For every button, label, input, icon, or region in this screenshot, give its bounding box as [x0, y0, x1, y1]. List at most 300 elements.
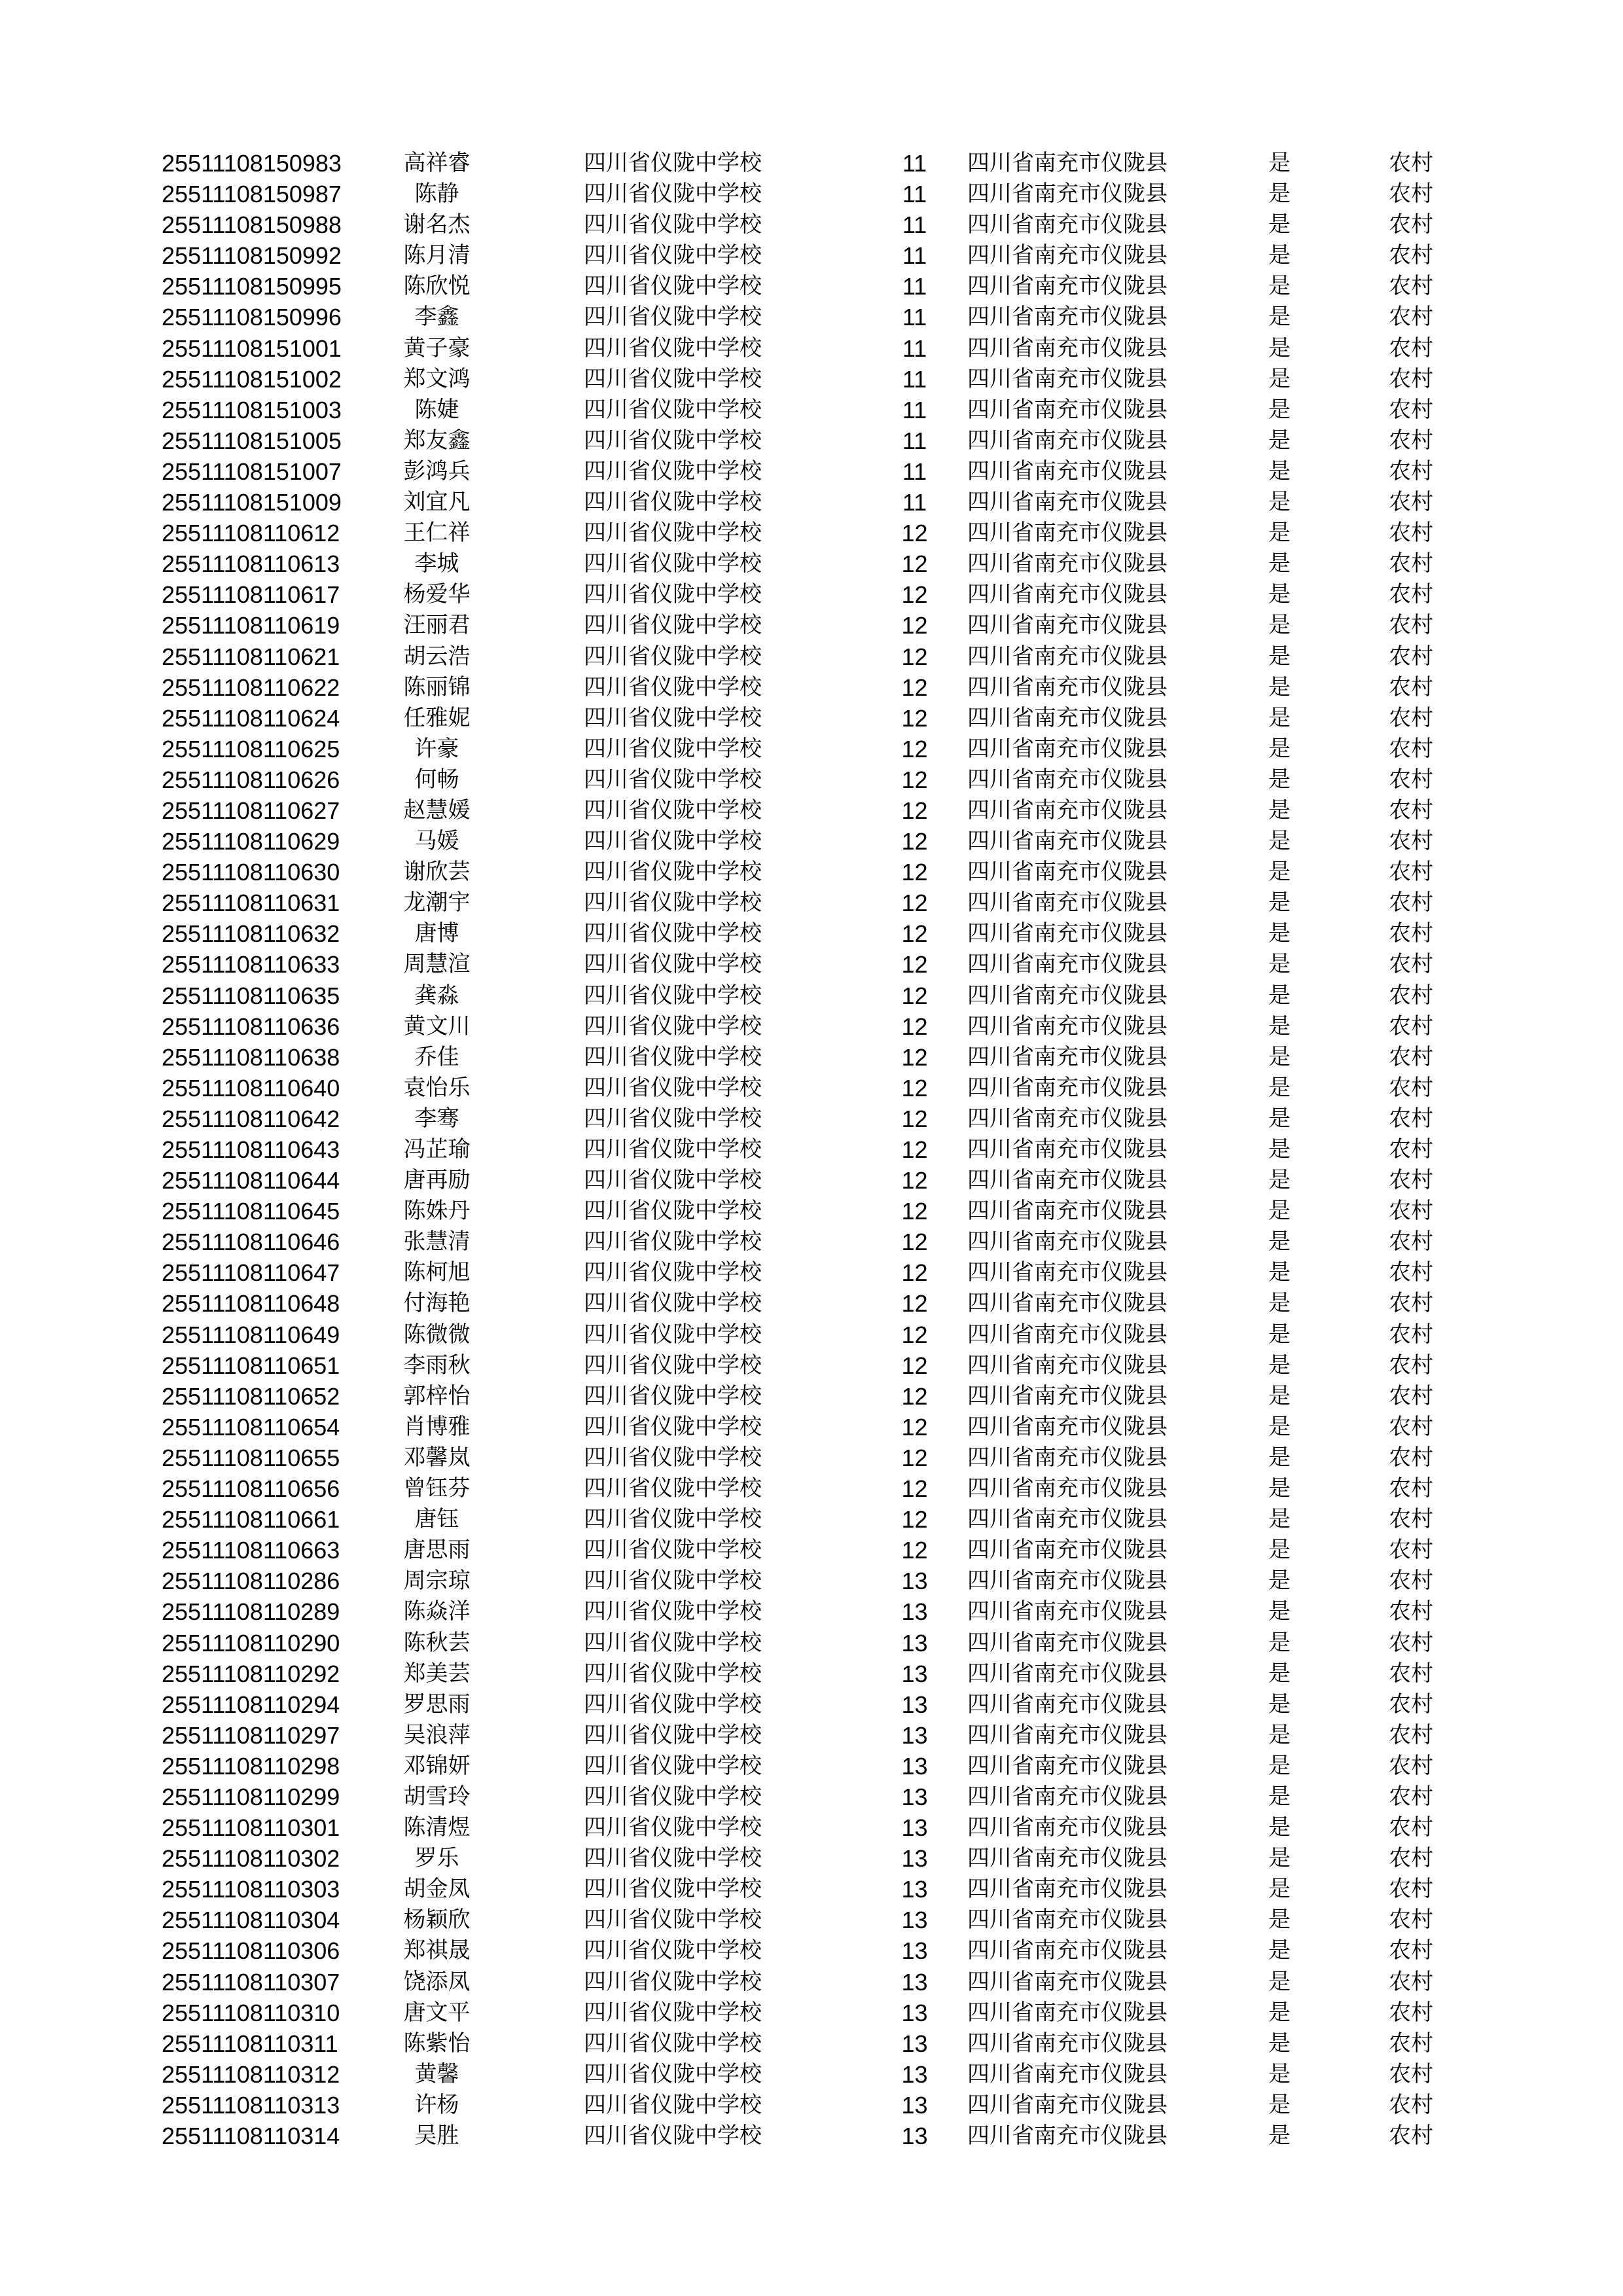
- table-row: [0, 1659, 1623, 1689]
- area-type-cell: 农村: [1389, 982, 1433, 1009]
- area-type-cell: 农村: [1389, 581, 1433, 608]
- region-cell: 四川省南充市仪陇县: [967, 1752, 1168, 1779]
- school-cell: 四川省仪陇中学校: [584, 1660, 762, 1687]
- region-cell: 四川省南充市仪陇县: [967, 797, 1168, 823]
- table-row: [0, 148, 1623, 179]
- student-id-cell: 25511108150988: [162, 211, 342, 239]
- student-id-cell: 25511108110294: [162, 1691, 340, 1718]
- school-cell: 四川省仪陇中学校: [584, 1382, 762, 1409]
- student-name-cell: 彭鸿兵: [403, 457, 471, 484]
- school-cell: 四川省仪陇中学校: [584, 1074, 762, 1101]
- school-cell: 四川省仪陇中学校: [584, 1907, 762, 1933]
- student-name-cell: 周宗琼: [403, 1568, 471, 1594]
- flag-cell: 是: [1268, 1937, 1291, 1964]
- table-row: [0, 1935, 1623, 1966]
- flag-cell: 是: [1268, 1691, 1291, 1717]
- flag-cell: 是: [1268, 334, 1291, 361]
- table-row: [0, 548, 1623, 579]
- class-number-cell: 13: [901, 1907, 928, 1934]
- student-id-cell: 25511108150983: [162, 150, 342, 177]
- class-number-cell: 13: [901, 2123, 928, 2149]
- region-cell: 四川省南充市仪陇县: [967, 1290, 1168, 1317]
- class-number-cell: 13: [901, 1999, 928, 2026]
- table-row: [0, 2121, 1623, 2151]
- table-row: [0, 456, 1623, 487]
- school-cell: 四川省仪陇中学校: [584, 581, 762, 608]
- school-cell: 四川省仪陇中学校: [584, 1814, 762, 1841]
- area-type-cell: 农村: [1389, 211, 1433, 238]
- student-id-cell: 25511108110299: [162, 1783, 340, 1810]
- flag-cell: 是: [1268, 1537, 1291, 1564]
- flag-cell: 是: [1268, 859, 1291, 886]
- table-row: [0, 1874, 1623, 1905]
- class-number-cell: 13: [901, 2030, 928, 2057]
- area-type-cell: 农村: [1389, 797, 1433, 823]
- table-row: [0, 1011, 1623, 1042]
- student-name-cell: 龙潮宇: [403, 889, 471, 916]
- student-name-cell: 马媛: [414, 828, 459, 855]
- class-number-cell: 12: [901, 1259, 928, 1287]
- student-id-cell: 25511108110617: [162, 581, 340, 609]
- student-id-cell: 25511108110290: [162, 1629, 340, 1657]
- school-cell: 四川省仪陇中学校: [584, 2030, 762, 2056]
- student-name-cell: 袁怡乐: [403, 1074, 471, 1101]
- area-type-cell: 农村: [1389, 735, 1433, 762]
- region-cell: 四川省南充市仪陇县: [967, 1568, 1168, 1594]
- student-name-cell: 郑美芸: [403, 1660, 471, 1687]
- region-cell: 四川省南充市仪陇县: [967, 1660, 1168, 1687]
- class-number-cell: 12: [901, 1229, 928, 1256]
- student-id-cell: 25511108110633: [162, 951, 340, 978]
- class-number-cell: 12: [901, 550, 928, 578]
- region-cell: 四川省南充市仪陇县: [967, 581, 1168, 608]
- flag-cell: 是: [1268, 1598, 1291, 1625]
- flag-cell: 是: [1268, 520, 1291, 547]
- region-cell: 四川省南充市仪陇县: [967, 489, 1168, 516]
- area-type-cell: 农村: [1389, 242, 1433, 269]
- class-number-cell: 13: [901, 1876, 928, 1903]
- area-type-cell: 农村: [1389, 612, 1433, 639]
- student-name-cell: 高祥睿: [403, 150, 471, 176]
- table-row: [0, 1751, 1623, 1782]
- table-row: [0, 1443, 1623, 1473]
- school-cell: 四川省仪陇中学校: [584, 1783, 762, 1810]
- table-row: [0, 1381, 1623, 1412]
- region-cell: 四川省南充市仪陇县: [967, 365, 1168, 392]
- student-name-cell: 邓锦妍: [403, 1752, 471, 1779]
- school-cell: 四川省仪陇中学校: [584, 797, 762, 823]
- region-cell: 四川省南充市仪陇县: [967, 704, 1168, 731]
- student-name-cell: 郭梓怡: [403, 1382, 471, 1409]
- student-name-cell: 肖博雅: [403, 1413, 471, 1440]
- class-number-cell: 11: [902, 273, 927, 300]
- flag-cell: 是: [1268, 1413, 1291, 1440]
- student-name-cell: 唐钰: [414, 1506, 459, 1533]
- area-type-cell: 农村: [1389, 181, 1433, 207]
- table-row: [0, 1843, 1623, 1874]
- school-cell: 四川省仪陇中学校: [584, 1290, 762, 1317]
- student-name-cell: 饶添凤: [403, 1968, 471, 1995]
- school-cell: 四川省仪陇中学校: [584, 242, 762, 269]
- student-id-cell: 25511108110632: [162, 920, 340, 948]
- table-row: [0, 641, 1623, 672]
- region-cell: 四川省南充市仪陇县: [967, 520, 1168, 547]
- area-type-cell: 农村: [1389, 1259, 1433, 1286]
- student-name-cell: 陈姝丹: [403, 1198, 471, 1225]
- area-type-cell: 农村: [1389, 1814, 1433, 1841]
- class-number-cell: 11: [902, 211, 927, 239]
- region-cell: 四川省南充市仪陇县: [967, 150, 1168, 176]
- student-id-cell: 25511108110612: [162, 520, 340, 547]
- region-cell: 四川省南充市仪陇县: [967, 673, 1168, 700]
- student-name-cell: 唐文平: [403, 1999, 471, 2026]
- flag-cell: 是: [1268, 365, 1291, 392]
- class-number-cell: 13: [901, 1691, 928, 1718]
- region-cell: 四川省南充市仪陇县: [967, 1537, 1168, 1564]
- school-cell: 四川省仪陇中学校: [584, 889, 762, 916]
- area-type-cell: 农村: [1389, 1198, 1433, 1225]
- area-type-cell: 农村: [1389, 1691, 1433, 1717]
- flag-cell: 是: [1268, 304, 1291, 331]
- student-id-cell: 25511108150995: [162, 273, 342, 300]
- student-id-cell: 25511108110644: [162, 1167, 340, 1194]
- flag-cell: 是: [1268, 1167, 1291, 1194]
- class-number-cell: 11: [902, 457, 927, 485]
- region-cell: 四川省南充市仪陇县: [967, 1475, 1168, 1502]
- student-name-cell: 郑祺晟: [403, 1937, 471, 1964]
- area-type-cell: 农村: [1389, 150, 1433, 176]
- flag-cell: 是: [1268, 982, 1291, 1009]
- area-type-cell: 农村: [1389, 1074, 1433, 1101]
- region-cell: 四川省南充市仪陇县: [967, 1013, 1168, 1039]
- table-row: [0, 1782, 1623, 1812]
- student-id-cell: 25511108110624: [162, 704, 340, 732]
- student-id-cell: 25511108110314: [162, 2123, 340, 2149]
- region-cell: 四川省南充市仪陇县: [967, 1845, 1168, 1872]
- school-cell: 四川省仪陇中学校: [584, 1598, 762, 1625]
- school-cell: 四川省仪陇中学校: [584, 1352, 762, 1378]
- school-cell: 四川省仪陇中学校: [584, 643, 762, 670]
- region-cell: 四川省南充市仪陇县: [967, 1105, 1168, 1132]
- class-number-cell: 12: [901, 704, 928, 732]
- region-cell: 四川省南充市仪陇县: [967, 304, 1168, 331]
- student-id-cell: 25511108110625: [162, 735, 340, 762]
- flag-cell: 是: [1268, 1506, 1291, 1533]
- student-name-cell: 王仁祥: [403, 520, 471, 547]
- student-id-cell: 25511108110648: [162, 1290, 340, 1318]
- student-name-cell: 吴胜: [414, 2123, 459, 2149]
- region-cell: 四川省南充市仪陇县: [967, 1259, 1168, 1286]
- area-type-cell: 农村: [1389, 1444, 1433, 1471]
- school-cell: 四川省仪陇中学校: [584, 1752, 762, 1779]
- student-id-cell: 25511108151007: [162, 457, 342, 485]
- class-number-cell: 12: [901, 1352, 928, 1379]
- student-id-cell: 25511108110307: [162, 1968, 340, 1996]
- class-number-cell: 12: [901, 1506, 928, 1534]
- school-cell: 四川省仪陇中学校: [584, 859, 762, 886]
- flag-cell: 是: [1268, 1198, 1291, 1225]
- flag-cell: 是: [1268, 1907, 1291, 1933]
- table-row: [0, 364, 1623, 395]
- student-id-cell: 25511108110652: [162, 1382, 340, 1410]
- school-cell: 四川省仪陇中学校: [584, 550, 762, 577]
- table-row: [0, 1967, 1623, 1998]
- student-id-cell: 25511108110622: [162, 673, 340, 701]
- area-type-cell: 农村: [1389, 859, 1433, 886]
- school-cell: 四川省仪陇中学校: [584, 704, 762, 731]
- school-cell: 四川省仪陇中学校: [584, 273, 762, 300]
- area-type-cell: 农村: [1389, 1506, 1433, 1533]
- student-id-cell: 25511108151009: [162, 489, 342, 516]
- class-number-cell: 12: [901, 581, 928, 609]
- flag-cell: 是: [1268, 150, 1291, 176]
- school-cell: 四川省仪陇中学校: [584, 1937, 762, 1964]
- student-id-cell: 25511108110312: [162, 2060, 340, 2088]
- table-row: [0, 703, 1623, 734]
- flag-cell: 是: [1268, 1475, 1291, 1502]
- student-name-cell: 陈丽锦: [403, 673, 471, 700]
- area-type-cell: 农村: [1389, 1382, 1433, 1409]
- student-id-cell: 25511108110663: [162, 1537, 340, 1564]
- class-number-cell: 12: [901, 1475, 928, 1503]
- area-type-cell: 农村: [1389, 1598, 1433, 1625]
- flag-cell: 是: [1268, 1968, 1291, 1995]
- area-type-cell: 农村: [1389, 427, 1433, 454]
- table-row: [0, 2059, 1623, 2090]
- region-cell: 四川省南充市仪陇县: [967, 1907, 1168, 1933]
- area-type-cell: 农村: [1389, 1352, 1433, 1378]
- flag-cell: 是: [1268, 1752, 1291, 1779]
- student-name-cell: 李骞: [414, 1105, 459, 1132]
- student-id-cell: 25511108110619: [162, 612, 340, 639]
- school-cell: 四川省仪陇中学校: [584, 735, 762, 762]
- table-row: [0, 1165, 1623, 1196]
- table-row: [0, 1535, 1623, 1566]
- flag-cell: 是: [1268, 889, 1291, 916]
- region-cell: 四川省南充市仪陇县: [967, 828, 1168, 855]
- table-row: [0, 1412, 1623, 1443]
- region-cell: 四川省南充市仪陇县: [967, 2030, 1168, 2056]
- class-number-cell: 13: [901, 1629, 928, 1657]
- class-number-cell: 12: [901, 797, 928, 824]
- school-cell: 四川省仪陇中学校: [584, 2060, 762, 2087]
- class-number-cell: 13: [901, 1721, 928, 1749]
- student-id-cell: 25511108110627: [162, 797, 340, 824]
- class-number-cell: 11: [902, 334, 927, 362]
- school-cell: 四川省仪陇中学校: [584, 1136, 762, 1162]
- student-id-cell: 25511108110638: [162, 1043, 340, 1071]
- student-id-cell: 25511108110647: [162, 1259, 340, 1287]
- class-number-cell: 13: [901, 1598, 928, 1626]
- student-id-cell: 25511108110640: [162, 1074, 340, 1102]
- area-type-cell: 农村: [1389, 1968, 1433, 1995]
- flag-cell: 是: [1268, 1105, 1291, 1132]
- flag-cell: 是: [1268, 1721, 1291, 1748]
- table-row: [0, 826, 1623, 857]
- table-row: [0, 1103, 1623, 1134]
- table-row: [0, 1350, 1623, 1381]
- class-number-cell: 13: [901, 2091, 928, 2119]
- flag-cell: 是: [1268, 1352, 1291, 1378]
- flag-cell: 是: [1268, 1629, 1291, 1656]
- student-id-cell: 25511108110303: [162, 1876, 340, 1903]
- table-row: [0, 1227, 1623, 1257]
- table-row: [0, 518, 1623, 548]
- student-name-cell: 李雨秋: [403, 1352, 471, 1378]
- area-type-cell: 农村: [1389, 673, 1433, 700]
- area-type-cell: 农村: [1389, 365, 1433, 392]
- region-cell: 四川省南充市仪陇县: [967, 1382, 1168, 1409]
- student-name-cell: 陈月清: [403, 242, 471, 269]
- table-row: [0, 918, 1623, 949]
- table-row: [0, 1504, 1623, 1535]
- region-cell: 四川省南充市仪陇县: [967, 1691, 1168, 1717]
- student-name-cell: 邓馨岚: [403, 1444, 471, 1471]
- student-name-cell: 陈紫怡: [403, 2030, 471, 2056]
- table-row: [0, 395, 1623, 425]
- class-number-cell: 13: [901, 1660, 928, 1687]
- class-number-cell: 12: [901, 1136, 928, 1163]
- student-name-cell: 唐再励: [403, 1167, 471, 1194]
- flag-cell: 是: [1268, 181, 1291, 207]
- school-cell: 四川省仪陇中学校: [584, 304, 762, 331]
- class-number-cell: 13: [901, 1937, 928, 1965]
- region-cell: 四川省南充市仪陇县: [967, 1783, 1168, 1810]
- class-number-cell: 11: [902, 150, 927, 177]
- table-row: [0, 333, 1623, 364]
- area-type-cell: 农村: [1389, 304, 1433, 331]
- table-row: [0, 487, 1623, 518]
- region-cell: 四川省南充市仪陇县: [967, 1629, 1168, 1656]
- student-id-cell: 25511108110313: [162, 2091, 340, 2119]
- school-cell: 四川省仪陇中学校: [584, 1259, 762, 1286]
- flag-cell: 是: [1268, 427, 1291, 454]
- student-name-cell: 郑友鑫: [403, 427, 471, 454]
- region-cell: 四川省南充市仪陇县: [967, 1352, 1168, 1378]
- region-cell: 四川省南充市仪陇县: [967, 1229, 1168, 1255]
- student-id-cell: 25511108110304: [162, 1907, 340, 1934]
- student-name-cell: 吴浪萍: [403, 1721, 471, 1748]
- class-number-cell: 12: [901, 1074, 928, 1102]
- class-number-cell: 12: [901, 1321, 928, 1348]
- class-number-cell: 12: [901, 1167, 928, 1194]
- region-cell: 四川省南充市仪陇县: [967, 1506, 1168, 1533]
- student-id-cell: 25511108151001: [162, 334, 342, 362]
- class-number-cell: 12: [901, 1413, 928, 1441]
- school-cell: 四川省仪陇中学校: [584, 150, 762, 176]
- flag-cell: 是: [1268, 1013, 1291, 1039]
- table-row: [0, 795, 1623, 826]
- class-number-cell: 12: [901, 766, 928, 793]
- student-name-cell: 陈婕: [414, 396, 459, 423]
- class-number-cell: 12: [901, 520, 928, 547]
- region-cell: 四川省南充市仪陇县: [967, 1937, 1168, 1964]
- school-cell: 四川省仪陇中学校: [584, 334, 762, 361]
- student-id-cell: 25511108110630: [162, 859, 340, 886]
- region-cell: 四川省南充市仪陇县: [967, 1321, 1168, 1348]
- area-type-cell: 农村: [1389, 920, 1433, 947]
- area-type-cell: 农村: [1389, 1167, 1433, 1194]
- student-id-cell: 25511108150992: [162, 242, 342, 270]
- region-cell: 四川省南充市仪陇县: [967, 211, 1168, 238]
- flag-cell: 是: [1268, 1845, 1291, 1872]
- area-type-cell: 农村: [1389, 520, 1433, 547]
- area-type-cell: 农村: [1389, 2091, 1433, 2118]
- school-cell: 四川省仪陇中学校: [584, 211, 762, 238]
- table-row: [0, 1812, 1623, 1843]
- area-type-cell: 农村: [1389, 828, 1433, 855]
- student-name-cell: 杨颖欣: [403, 1907, 471, 1933]
- student-id-cell: 25511108150996: [162, 304, 342, 331]
- student-id-cell: 25511108110301: [162, 1814, 340, 1842]
- table-row: [0, 672, 1623, 703]
- flag-cell: 是: [1268, 489, 1291, 516]
- table-row: [0, 888, 1623, 918]
- class-number-cell: 12: [901, 1198, 928, 1225]
- area-type-cell: 农村: [1389, 457, 1433, 484]
- class-number-cell: 13: [901, 1814, 928, 1842]
- class-number-cell: 12: [901, 859, 928, 886]
- table-row: [0, 1566, 1623, 1596]
- area-type-cell: 农村: [1389, 550, 1433, 577]
- flag-cell: 是: [1268, 766, 1291, 793]
- student-name-cell: 付海艳: [403, 1290, 471, 1317]
- area-type-cell: 农村: [1389, 1721, 1433, 1748]
- student-name-cell: 罗思雨: [403, 1691, 471, 1717]
- area-type-cell: 农村: [1389, 889, 1433, 916]
- area-type-cell: 农村: [1389, 1999, 1433, 2026]
- student-name-cell: 陈静: [414, 181, 459, 207]
- flag-cell: 是: [1268, 1568, 1291, 1594]
- table-row: [0, 1473, 1623, 1504]
- class-number-cell: 13: [901, 1968, 928, 1996]
- area-type-cell: 农村: [1389, 1876, 1433, 1903]
- student-name-cell: 陈秋芸: [403, 1629, 471, 1656]
- school-cell: 四川省仪陇中学校: [584, 1629, 762, 1656]
- area-type-cell: 农村: [1389, 1783, 1433, 1810]
- flag-cell: 是: [1268, 2123, 1291, 2149]
- flag-cell: 是: [1268, 1229, 1291, 1255]
- area-type-cell: 农村: [1389, 1752, 1433, 1779]
- flag-cell: 是: [1268, 612, 1291, 639]
- region-cell: 四川省南充市仪陇县: [967, 550, 1168, 577]
- region-cell: 四川省南充市仪陇县: [967, 273, 1168, 300]
- area-type-cell: 农村: [1389, 1321, 1433, 1348]
- flag-cell: 是: [1268, 1321, 1291, 1348]
- student-id-cell: 25511108110635: [162, 982, 340, 1009]
- class-number-cell: 12: [901, 673, 928, 701]
- area-type-cell: 农村: [1389, 1229, 1433, 1255]
- school-cell: 四川省仪陇中学校: [584, 1013, 762, 1039]
- table-row: [0, 949, 1623, 980]
- area-type-cell: 农村: [1389, 1660, 1433, 1687]
- flag-cell: 是: [1268, 273, 1291, 300]
- region-cell: 四川省南充市仪陇县: [967, 1876, 1168, 1903]
- school-cell: 四川省仪陇中学校: [584, 2123, 762, 2149]
- area-type-cell: 农村: [1389, 1136, 1433, 1162]
- class-number-cell: 12: [901, 1105, 928, 1132]
- school-cell: 四川省仪陇中学校: [584, 365, 762, 392]
- class-number-cell: 11: [902, 489, 927, 516]
- flag-cell: 是: [1268, 1814, 1291, 1841]
- student-id-cell: 25511108110651: [162, 1352, 340, 1379]
- region-cell: 四川省南充市仪陇县: [967, 242, 1168, 269]
- flag-cell: 是: [1268, 242, 1291, 269]
- region-cell: 四川省南充市仪陇县: [967, 982, 1168, 1009]
- area-type-cell: 农村: [1389, 1043, 1433, 1070]
- school-cell: 四川省仪陇中学校: [584, 1845, 762, 1872]
- class-number-cell: 13: [901, 2060, 928, 2088]
